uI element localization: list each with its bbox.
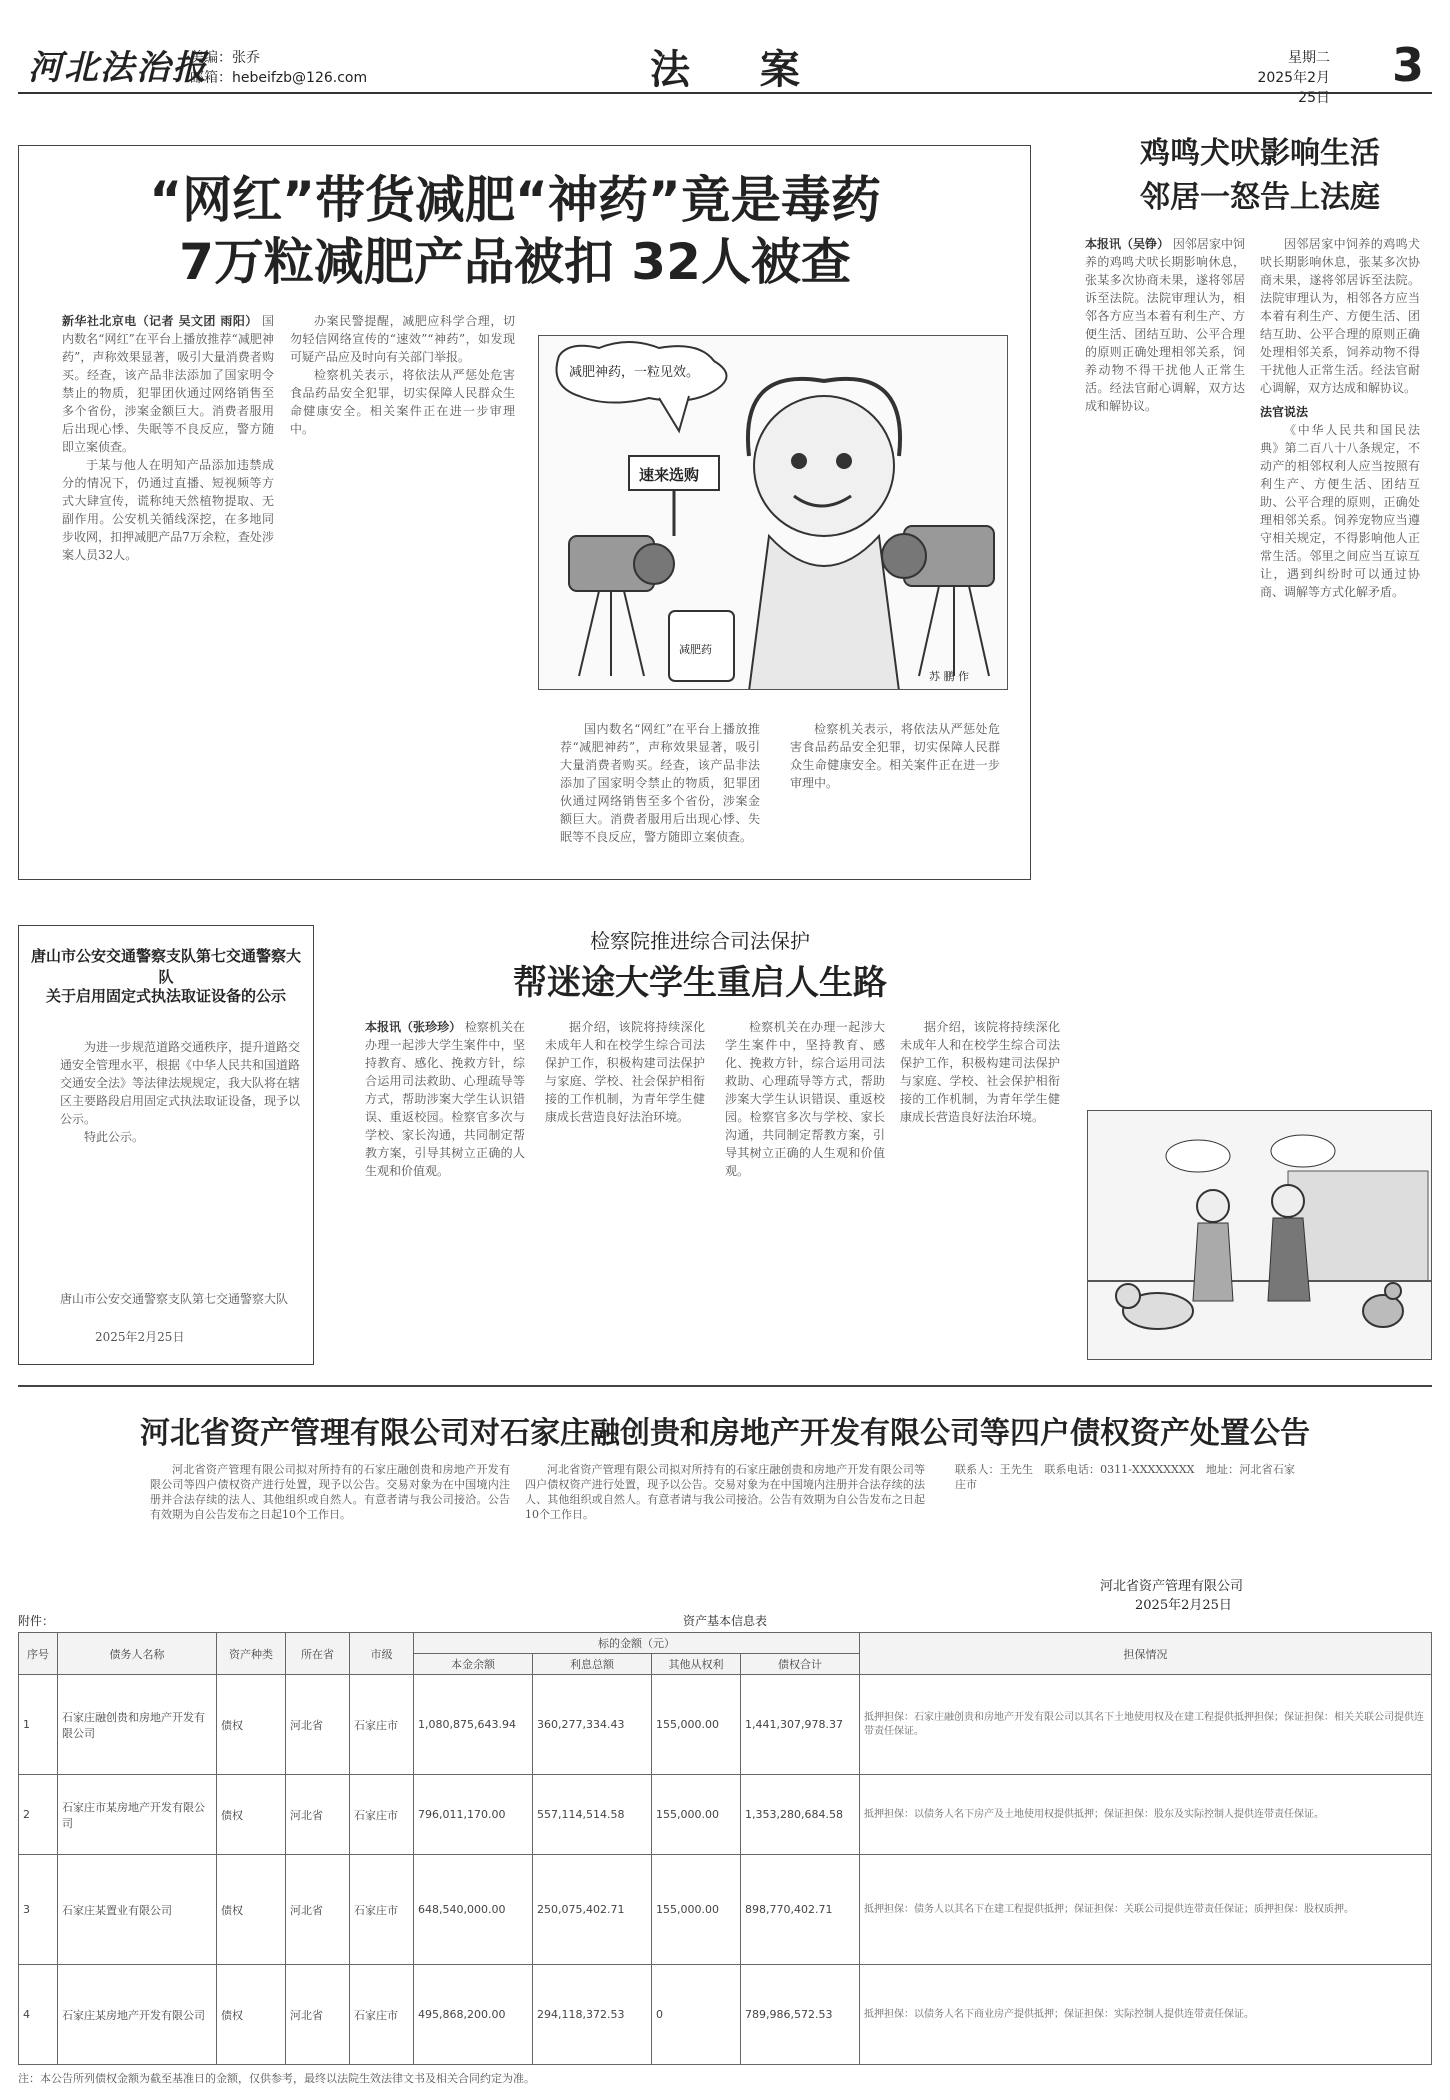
procuratorate-column-4 bbox=[900, 1018, 1060, 1363]
procuratorate-body-cont: 检察机关在办理一起涉大学生案件中，坚持教育、感化、挽救方针，综合运用司法救助、心理疏导等方式，帮助涉案大学生认识错误、重返校园。检察官多次与学校、家长沟通，共同制定帮教方案，引导其树立正确的人生观和价值观。 bbox=[725, 1020, 885, 1178]
traffic-notice-text: 为进一步规范道路交通秩序，提升道路交通安全管理水平，根据《中华人民共和国道路交通安全法》等法律法规规定，我大队将在辖区主要路段启用固定式执法取证设备，现予以公示。 bbox=[60, 1040, 300, 1126]
procuratorate-body-2: 据介绍，该院将持续深化未成年人和在校学生综合司法保护工作，积极构建司法保护与家庭、学校、社会保护相衔接的工作机制，为青年学生健康成长营造良好法治环境。 bbox=[545, 1020, 705, 1124]
asset-table-header-row bbox=[19, 1633, 1432, 1654]
table-row bbox=[19, 1965, 1432, 2065]
row-total: 1,441,307,978.37 bbox=[741, 1675, 860, 1775]
row-debtor: 石家庄融创贵和房地产开发有限公司 bbox=[58, 1675, 217, 1775]
lead-column-1 bbox=[62, 312, 274, 867]
procuratorate-byline: 本报讯（张珍珍） bbox=[365, 1020, 462, 1034]
procuratorate-body: 检察机关在办理一起涉大学生案件中，坚持教育、感化、挽救方针，综合运用司法救助、心理疏导等方式，帮助涉案大学生认识错误、重返校园。检察官多次与学校、家长沟通，共同制定帮教方案，引导其树立正确的人生观和价值观。 bbox=[365, 1020, 525, 1178]
row-type: 债权 bbox=[217, 1855, 286, 1965]
col-interest: 利息总额 bbox=[533, 1654, 652, 1675]
editor-info bbox=[190, 48, 367, 88]
row-type: 债权 bbox=[217, 1675, 286, 1775]
asset-table bbox=[18, 1632, 1432, 2065]
procuratorate-title: 帮迷途大学生重启人生路 bbox=[513, 963, 887, 1003]
row-debtor: 石家庄某房地产开发有限公司 bbox=[58, 1965, 217, 2065]
row-interest: 250,075,402.71 bbox=[533, 1855, 652, 1965]
newspaper-logo: 河北法治报 bbox=[28, 48, 208, 88]
col-type: 资产种类 bbox=[217, 1633, 286, 1675]
page-number: 3 bbox=[1392, 38, 1425, 92]
row-no: 2 bbox=[19, 1775, 58, 1855]
row-city: 石家庄市 bbox=[350, 1965, 414, 2065]
asset-notice-contact: 联系人：王先生 联系电话：0311-XXXXXXXX 地址：河北省石家庄市 bbox=[955, 1463, 1295, 1491]
side-story-byline: 本报讯（吴铮） bbox=[1085, 237, 1170, 251]
asset-notice-column-1 bbox=[150, 1462, 510, 1607]
procuratorate-body-2-cont: 据介绍，该院将持续深化未成年人和在校学生综合司法保护工作，积极构建司法保护与家庭、学校、社会保护相衔接的工作机制，为青年学生健康成长营造良好法治环境。 bbox=[900, 1020, 1060, 1124]
row-guarantee: 抵押担保：以债务人名下房产及土地使用权提供抵押；保证担保：股东及实际控制人提供连带责任保证。 bbox=[860, 1775, 1432, 1855]
traffic-notice-signer: 唐山市公安交通警察支队第七交通警察大队 bbox=[60, 1292, 289, 1306]
side-story-column-2 bbox=[1260, 235, 1420, 1100]
row-interest: 557,114,514.58 bbox=[533, 1775, 652, 1855]
row-province: 河北省 bbox=[286, 1855, 350, 1965]
neighbors-illustration bbox=[1088, 1111, 1432, 1360]
lead-byline: 新华社北京电（记者 吴文团 雨阳） bbox=[62, 314, 258, 328]
row-type: 债权 bbox=[217, 1965, 286, 2065]
col-city: 市级 bbox=[350, 1633, 414, 1675]
procuratorate-column-3 bbox=[725, 1018, 885, 1363]
row-type: 债权 bbox=[217, 1775, 286, 1855]
table-row bbox=[19, 1855, 1432, 1965]
col-total: 债权合计 bbox=[741, 1654, 860, 1675]
asset-notice-body: 河北省资产管理有限公司拟对所持有的石家庄融创贵和房地产开发有限公司等四户债权资产进行处置，现予以公告。交易对象为在中国境内注册并合法存续的法人、其他组织或自然人。有意者请与我公司接洽。公告有效期为自公告发布之日起10个工作日。 bbox=[150, 1463, 510, 1521]
lead-title-2: 7万粒减肥产品被扣 32人被查 bbox=[179, 233, 851, 291]
col-guarantee: 担保情况 bbox=[860, 1633, 1432, 1675]
row-total: 789,986,572.53 bbox=[741, 1965, 860, 2065]
lead-body-3: 办案民警提醒，减肥应科学合理，切勿轻信网络宣传的“速效”“神药”，如发现可疑产品应及时向有关部门举报。 bbox=[290, 314, 515, 364]
asset-table-footnote: 注：本公告所列债权金额为截至基准日的金额，仅供参考，最终以法院生效法律文书及相关合同约定为准。 bbox=[18, 2072, 535, 2085]
asset-table-title: 资产基本信息表 bbox=[682, 1614, 767, 1628]
lead-body-4-cont: 检察机关表示，将依法从严惩处危害食品药品安全犯罪，切实保障人民群众生命健康安全。相关案件正在进一步审理中。 bbox=[790, 722, 1000, 790]
row-interest: 360,277,334.43 bbox=[533, 1675, 652, 1775]
asset-notice-date: 2025年2月25日 bbox=[1135, 1598, 1232, 1613]
row-principal: 495,868,200.00 bbox=[414, 1965, 533, 2065]
traffic-notice-text-2: 特此公示。 bbox=[84, 1130, 145, 1144]
asset-notice-title: 河北省资产管理有限公司对石家庄融创贵和房地产开发有限公司等四户债权资产处置公告 bbox=[140, 1416, 1310, 1451]
issue-date bbox=[1250, 48, 1330, 108]
side-story-body-cont: 因邻居家中饲养的鸡鸣犬吠长期影响休息，张某多次协商未果，遂将邻居诉至法院。法院审理认为，相邻各方应当本着有利生产、方便生活、团结互助、公平合理的原则正确处理相邻关系，饲养动物不得干扰他人正常生活。经法官耐心调解，双方达成和解协议。 bbox=[1260, 237, 1420, 395]
row-province: 河北省 bbox=[286, 1775, 350, 1855]
procuratorate-column-2 bbox=[545, 1018, 705, 1363]
row-guarantee: 抵押担保：以债务人名下商业房产提供抵押；保证担保：实际控制人提供连带责任保证。 bbox=[860, 1965, 1432, 2065]
side-story-column-1 bbox=[1085, 235, 1245, 1100]
cartoon-illustration bbox=[539, 336, 1008, 690]
lead-column-3 bbox=[560, 720, 760, 870]
cartoon-credit: 苏 鹏 作 bbox=[929, 670, 969, 683]
row-province: 河北省 bbox=[286, 1675, 350, 1775]
row-other: 155,000.00 bbox=[652, 1855, 741, 1965]
side-story-illustration bbox=[1087, 1110, 1432, 1360]
lead-body-4: 检察机关表示，将依法从严惩处危害食品药品安全犯罪，切实保障人民群众生命健康安全。相关案件正在进一步审理中。 bbox=[290, 368, 515, 436]
row-city: 石家庄市 bbox=[350, 1855, 414, 1965]
row-principal: 796,011,170.00 bbox=[414, 1775, 533, 1855]
header-divider bbox=[18, 92, 1432, 94]
lead-body-1: 国内数名“网红”在平台上播放推荐“减肥神药”，声称效果显著，吸引大量消费者购买。经查，该产品非法添加了国家明令禁止的物质，犯罪团伙通过网络销售至多个省份，涉案金额巨大。消费者服用后出现心悸、失眠等不良反应，警方随即立案侦查。 bbox=[62, 314, 274, 454]
row-no: 4 bbox=[19, 1965, 58, 2065]
editor-email: 邮箱：hebeifzb@126.com bbox=[190, 70, 368, 86]
row-no: 1 bbox=[19, 1675, 58, 1775]
procuratorate-column-1 bbox=[365, 1018, 525, 1363]
col-other: 其他从权利 bbox=[652, 1654, 741, 1675]
asset-notice-signer: 河北省资产管理有限公司 bbox=[1100, 1579, 1244, 1594]
side-story-title-1: 鸡鸣犬吠影响生活 bbox=[1140, 136, 1380, 171]
row-principal: 1,080,875,643.94 bbox=[414, 1675, 533, 1775]
row-principal: 648,540,000.00 bbox=[414, 1855, 533, 1965]
row-guarantee: 抵押担保：债务人以其名下在建工程提供抵押；保证担保：关联公司提供连带责任保证；质押担保：股权质押。 bbox=[860, 1855, 1432, 1965]
table-row bbox=[19, 1775, 1432, 1855]
section-title: 法 案 bbox=[650, 46, 828, 93]
row-other: 155,000.00 bbox=[652, 1775, 741, 1855]
lead-body-1-cont: 国内数名“网红”在平台上播放推荐“减肥神药”，声称效果显著，吸引大量消费者购买。经查，该产品非法添加了国家明令禁止的物质，犯罪团伙通过网络销售至多个省份，涉案金额巨大。消费者服用后出现心悸、失眠等不良反应，警方随即立案侦查。 bbox=[560, 722, 760, 844]
asset-table-wrapper bbox=[18, 1632, 1432, 2065]
asset-notice-top-rule bbox=[18, 1385, 1432, 1387]
col-debtor: 债务人名称 bbox=[58, 1633, 217, 1675]
cartoon-bubble-text: 减肥神药，一粒见效。 bbox=[569, 365, 700, 380]
traffic-notice-date: 2025年2月25日 bbox=[95, 1330, 185, 1344]
lead-cartoon bbox=[538, 335, 1008, 690]
side-story-body-2: 《中华人民共和国民法典》第二百八十八条规定，不动产的相邻权利人应当按照有利生产、方便生活、团结互助、公平合理的原则，正确处理相邻关系。饲养宠物应当遵守相关规定，不得影响他人正常生活。邻里之间应当互谅互让，遇到纠纷时可以通过协商、调解等方式化解矛盾。 bbox=[1260, 423, 1420, 599]
row-city: 石家庄市 bbox=[350, 1675, 414, 1775]
side-story-body: 因邻居家中饲养的鸡鸣犬吠长期影响休息，张某多次协商未果，遂将邻居诉至法院。法院审理认为，相邻各方应当本着有利生产、方便生活、团结互助、公平合理的原则正确处理相邻关系，饲养动物不得干扰他人正常生活。经法官耐心调解，双方达成和解协议。 bbox=[1085, 237, 1245, 413]
asset-notice-body-cont: 河北省资产管理有限公司拟对所持有的石家庄融创贵和房地产开发有限公司等四户债权资产进行处置，现予以公告。交易对象为在中国境内注册并合法存续的法人、其他组织或自然人。有意者请与我公司接洽。公告有效期为自公告发布之日起10个工作日。 bbox=[525, 1463, 925, 1521]
row-province: 河北省 bbox=[286, 1965, 350, 2065]
row-no: 3 bbox=[19, 1855, 58, 1965]
side-story-subhead: 法官说法 bbox=[1260, 405, 1309, 419]
row-other: 0 bbox=[652, 1965, 741, 2065]
row-total: 1,353,280,684.58 bbox=[741, 1775, 860, 1855]
row-other: 155,000.00 bbox=[652, 1675, 741, 1775]
cartoon-bottle-text: 减肥药 bbox=[679, 643, 712, 656]
row-debtor: 石家庄市某房地产开发有限公司 bbox=[58, 1775, 217, 1855]
row-city: 石家庄市 bbox=[350, 1775, 414, 1855]
col-no: 序号 bbox=[19, 1633, 58, 1675]
lead-column-4 bbox=[790, 720, 1000, 870]
row-total: 898,770,402.71 bbox=[741, 1855, 860, 1965]
row-guarantee: 抵押担保：石家庄融创贵和房地产开发有限公司以其名下土地使用权及在建工程提供抵押担保；保证担保：相关关联公司提供连带责任保证。 bbox=[860, 1675, 1432, 1775]
lead-body-2: 于某与他人在明知产品添加违禁成分的情况下，仍通过直播、短视频等方式大肆宣传，谎称纯天然植物提取、无副作用。公安机关循线深挖，在多地同步收网，扣押减肥产品7万余粒，查处涉案人员32人。 bbox=[62, 458, 274, 562]
traffic-notice-body bbox=[60, 1038, 300, 1248]
lead-title-1: “网红”带货减肥“神药”竟是毒药 bbox=[149, 171, 881, 229]
col-province: 所在省 bbox=[286, 1633, 350, 1675]
col-principal: 本金余额 bbox=[414, 1654, 533, 1675]
row-interest: 294,118,372.53 bbox=[533, 1965, 652, 2065]
lead-column-2 bbox=[290, 312, 515, 867]
side-story-title-2: 邻居一怒告上法庭 bbox=[1140, 180, 1380, 215]
editor-name: 美编：张乔 bbox=[190, 50, 260, 66]
date: 2025年2月25日 bbox=[1257, 70, 1330, 106]
procuratorate-kicker: 检察院推进综合司法保护 bbox=[590, 929, 810, 953]
cartoon-sign-text: 速来选购 bbox=[639, 466, 700, 484]
traffic-notice-title-2: 关于启用固定式执法取证设备的公示 bbox=[45, 987, 286, 1005]
table-row bbox=[19, 1675, 1432, 1775]
asset-notice-column-2 bbox=[525, 1462, 925, 1607]
weekday: 星期二 bbox=[1288, 50, 1330, 66]
row-debtor: 石家庄某置业有限公司 bbox=[58, 1855, 217, 1965]
traffic-notice-title-1: 唐山市公安交通警察支队第七交通警察大队 bbox=[30, 947, 301, 986]
col-group-amount: 标的金额（元） bbox=[414, 1633, 860, 1654]
attachment-label: 附件： bbox=[18, 1614, 55, 1628]
